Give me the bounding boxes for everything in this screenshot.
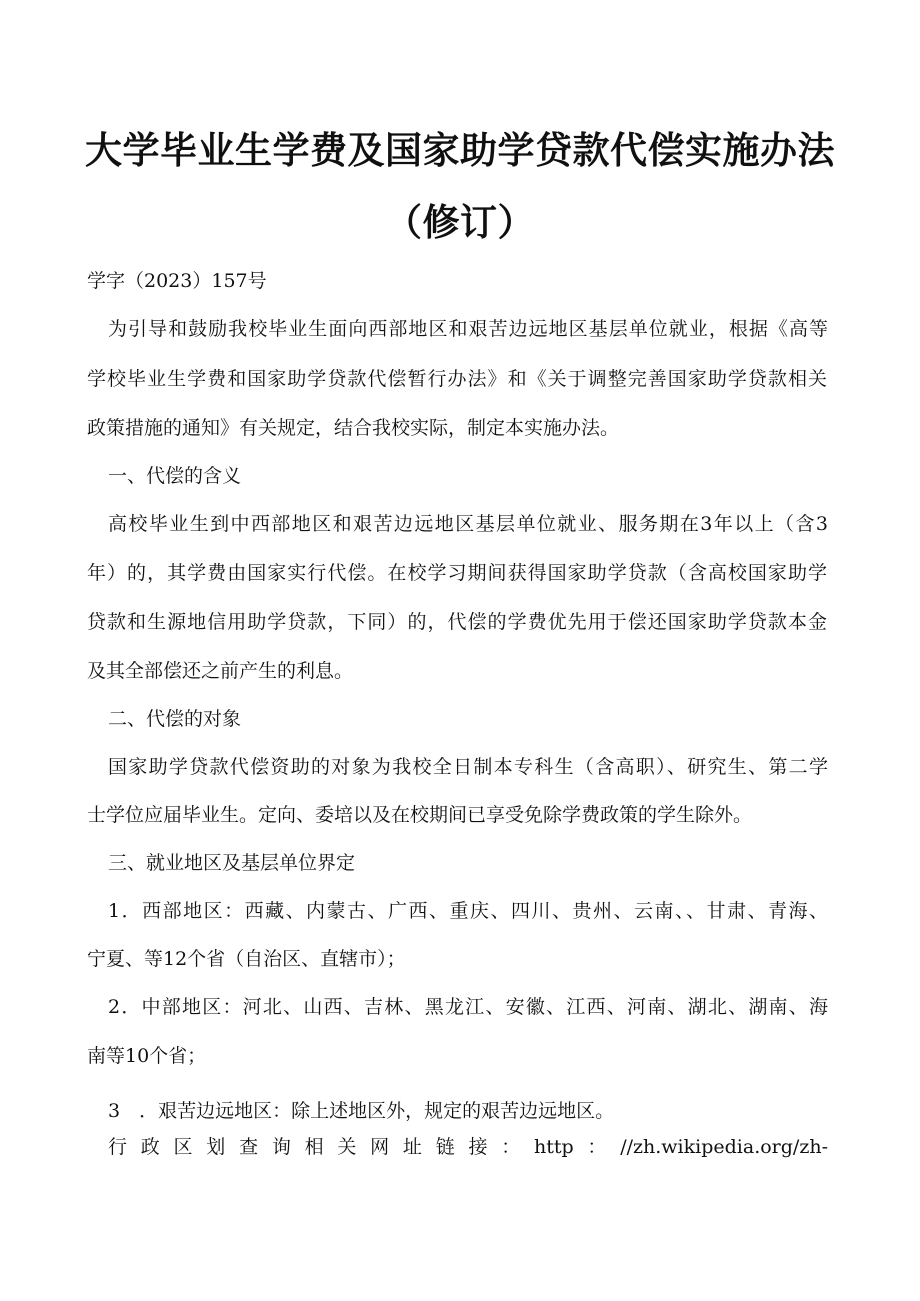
document-number: 学字（2023）157号 [87, 270, 267, 292]
reference-link-line: 行政区划查询相关网址链接：http：//zh.wikipedia.org/zh- [108, 1136, 828, 1158]
section-heading: 一、代偿的含义 [108, 465, 242, 487]
paragraph-line: 为引导和鼓励我校毕业生面向西部地区和艰苦边远地区基层单位就业，根据《高等 [108, 318, 828, 340]
list-item: 2．中部地区：河北、山西、吉林、黑龙江、安徽、江西、河南、湖北、湖南、海 [108, 996, 828, 1018]
paragraph-line: 国家助学贷款代偿资助的对象为我校全日制本专科生（含高职）、研究生、第二学 [108, 756, 828, 778]
list-item: 3 ．艰苦边远地区：除上述地区外，规定的艰苦边远地区。 [108, 1100, 615, 1122]
list-item: 1．西部地区：西藏、内蒙古、广西、重庆、四川、贵州、云南、、甘肃、青海、 [108, 900, 828, 922]
list-item-continued: 南等10个省； [87, 1045, 207, 1067]
section-heading: 三、就业地区及基层单位界定 [108, 852, 356, 874]
paragraph-line: 贷款和生源地信用助学贷款，下同）的，代偿的学费优先用于偿还国家助学贷款本金 [87, 611, 827, 633]
paragraph-line: 政策措施的通知》有关规定，结合我校实际，制定本实施办法。 [87, 417, 620, 439]
paragraph-line: 学校毕业生学费和国家助学贷款代偿暂行办法》和《关于调整完善国家助学贷款相关 [87, 368, 827, 390]
list-item-continued: 宁夏、等12个省（自治区、直辖市）； [87, 948, 406, 970]
document-subtitle: （修订） [385, 201, 535, 244]
paragraph-line: 高校毕业生到中西部地区和艰苦边远地区基层单位就业、服务期在3年以上（含3 [108, 513, 828, 535]
paragraph-line: 及其全部偿还之前产生的利息。 [87, 660, 354, 682]
document-title: 大学毕业生学费及国家助学贷款代偿实施办法 [85, 129, 835, 172]
paragraph-line: 年）的，其学费由国家实行代偿。在校学习期间获得国家助学贷款（含高校国家助学 [87, 562, 827, 584]
paragraph-line: 士学位应届毕业生。定向、委培以及在校期间已享受免除学费政策的学生除外。 [87, 804, 753, 826]
section-heading: 二、代偿的对象 [108, 708, 242, 730]
